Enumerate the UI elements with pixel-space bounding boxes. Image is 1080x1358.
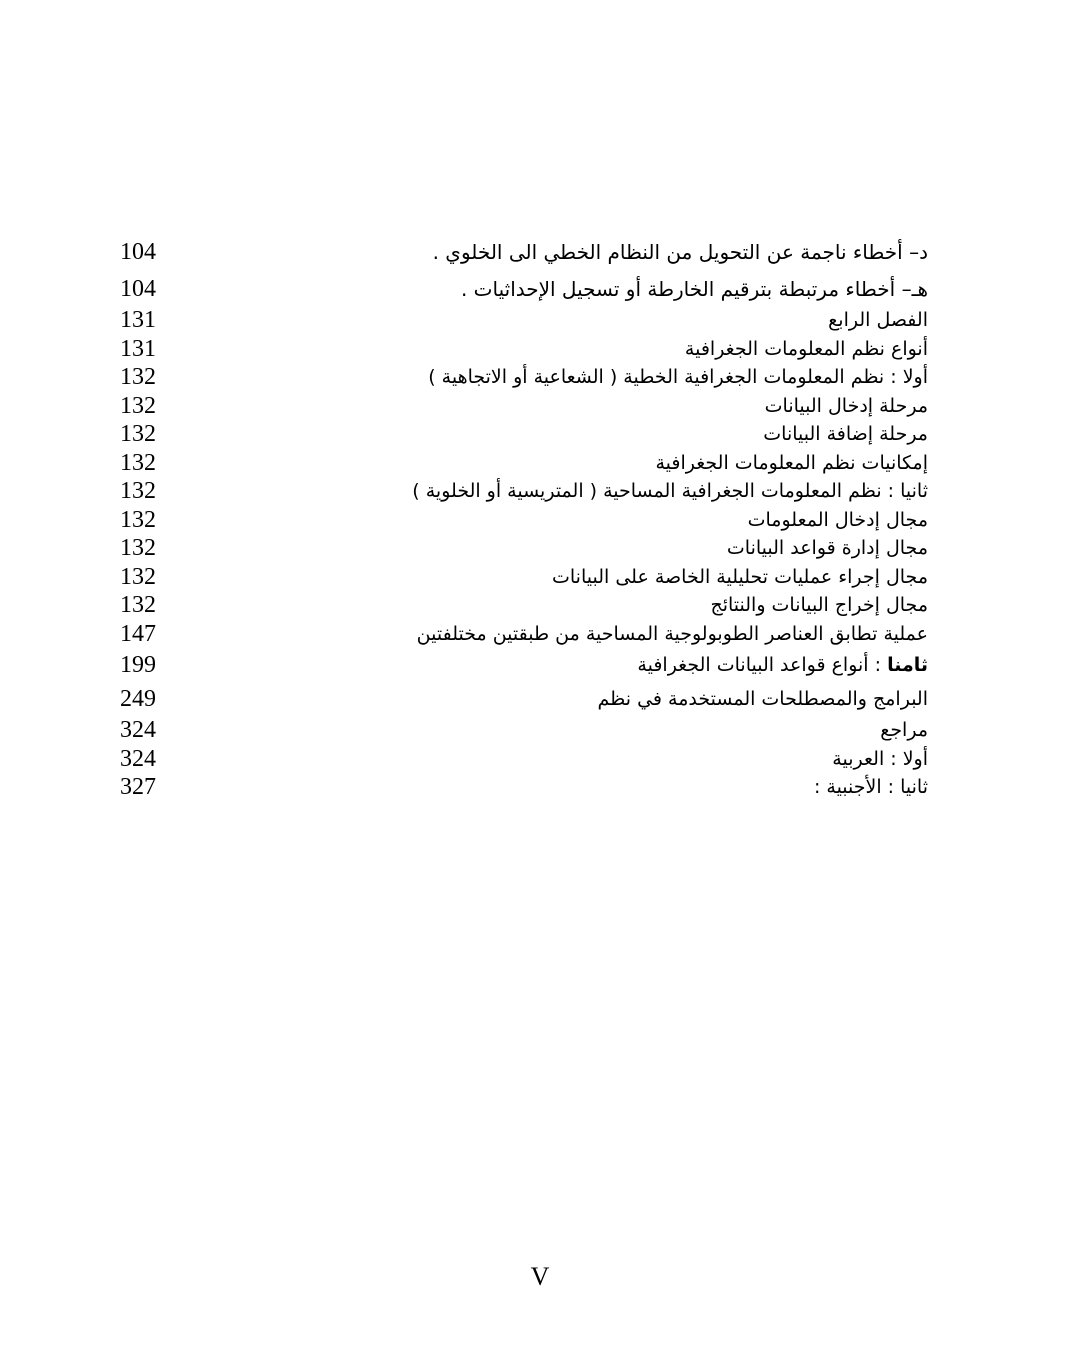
toc-title: مجال إدارة قواعد البيانات — [726, 537, 928, 559]
toc-row — [120, 534, 928, 563]
toc-title: ثانيا : الأجنبية : — [813, 776, 928, 798]
toc-title: مرحلة إدخال البيانات — [764, 394, 928, 417]
toc-page-number: 132 — [120, 449, 156, 476]
toc-page-number: 104 — [120, 276, 156, 302]
toc-row — [120, 392, 928, 421]
toc-row — [120, 420, 928, 449]
page-footer-number: V — [530, 1262, 550, 1291]
toc-row — [120, 306, 928, 335]
toc-title: الفصل الرابع — [828, 309, 928, 331]
toc-row — [120, 335, 928, 364]
toc-row — [120, 477, 928, 506]
toc-title: البرامج والمصطلحات المستخدمة في نظم — [597, 688, 928, 710]
toc-page-number: 199 — [120, 652, 156, 678]
toc-row — [120, 563, 928, 592]
toc-page-number: 327 — [120, 774, 156, 800]
toc-row — [120, 773, 928, 802]
toc-title: ثانيا : نظم المعلومات الجغرافية المساحية ( المتريسية أو الخلوية ) — [412, 480, 928, 502]
toc-title: مجال إدخال المعلومات — [747, 508, 928, 531]
toc-title: عملية تطابق العناصر الطوبولوجية المساحية من طبقتين مختلفتين — [416, 622, 928, 645]
toc-title: إمكانيات نظم المعلومات الجغرافية — [655, 451, 928, 474]
toc-row — [120, 620, 928, 649]
toc-row — [120, 591, 928, 620]
toc-title: مراجع — [880, 719, 928, 741]
toc-row — [120, 682, 928, 716]
toc-title: أولا : العربية — [832, 747, 928, 770]
toc-page-number: 132 — [120, 364, 156, 390]
toc-title: أنواع نظم المعلومات الجغرافية — [684, 337, 928, 360]
toc-page-number: 131 — [120, 307, 156, 333]
toc-row — [120, 745, 928, 774]
toc-title: مجال إخراج البيانات والنتائج — [710, 594, 928, 616]
toc-page-number: 147 — [120, 620, 156, 647]
toc-page-number: 131 — [120, 335, 156, 362]
toc-title: هـ– أخطاء مرتبطة بترقيم الخارطة أو تسجيل الإحداثيات . — [460, 277, 928, 301]
toc-page-number: 132 — [120, 392, 156, 419]
toc-page-number: 324 — [120, 745, 156, 772]
toc-row — [120, 363, 928, 392]
toc-page-number: 132 — [120, 592, 156, 618]
toc-title: أولا : نظم المعلومات الجغرافية الخطية ( الشعاعية أو الاتجاهية ) — [428, 366, 928, 388]
toc-row — [120, 449, 928, 478]
toc-page-number: 132 — [120, 535, 156, 561]
toc-page-number: 249 — [120, 686, 156, 712]
toc-title: مجال إجراء عمليات تحليلية الخاصة على البيانات — [552, 565, 928, 588]
toc-row — [120, 648, 928, 682]
toc-title: د– أخطاء ناجمة عن التحويل من النظام الخطي الى الخلوي . — [432, 240, 928, 264]
toc-row — [120, 716, 928, 745]
toc-page-number: 324 — [120, 717, 156, 743]
toc-page-number: 132 — [120, 563, 156, 590]
toc-row — [120, 232, 928, 272]
toc-row — [120, 272, 928, 306]
toc-title-bold: ثامنا — [887, 654, 928, 676]
table-of-contents — [120, 232, 928, 802]
toc-page-number: 132 — [120, 506, 156, 533]
toc-row — [120, 506, 928, 535]
toc-title — [208, 648, 928, 682]
toc-page-number: 132 — [120, 478, 156, 504]
toc-page-number: 104 — [120, 239, 156, 265]
toc-page-number: 132 — [120, 421, 156, 447]
toc-title: مرحلة إضافة البيانات — [763, 423, 928, 445]
toc-title-rest: : أنواع قواعد البيانات الجغرافية — [637, 654, 888, 676]
